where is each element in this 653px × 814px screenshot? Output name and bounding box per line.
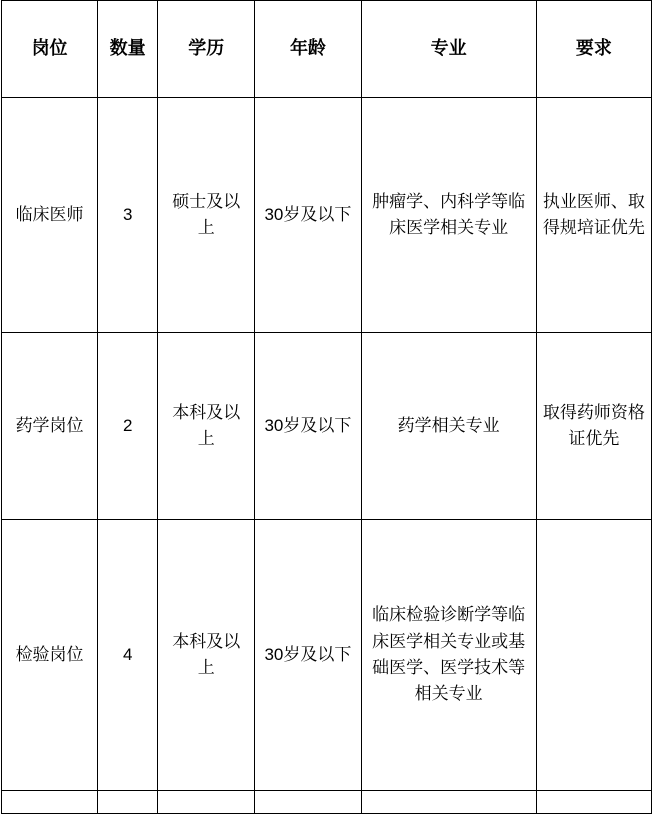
cell-position: 检验岗位 [2, 520, 98, 791]
cell-education: 硕士及以上 [158, 98, 255, 333]
cell-age: 30岁及以下 [255, 520, 361, 791]
table-row [2, 333, 652, 520]
cell-requirement [536, 791, 651, 814]
cell-major [361, 791, 536, 814]
column-header-count: 数量 [98, 1, 158, 98]
table-header [2, 1, 652, 98]
cell-major: 药学相关专业 [361, 333, 536, 520]
cell-position: 临床医师 [2, 98, 98, 333]
table-header-row [2, 1, 652, 98]
table-row [2, 520, 652, 791]
cell-position [2, 791, 98, 814]
table-row [2, 98, 652, 333]
cell-requirement: 取得药师资格证优先 [536, 333, 651, 520]
column-header-education: 学历 [158, 1, 255, 98]
cell-education [158, 791, 255, 814]
cell-age: 30岁及以下 [255, 333, 361, 520]
column-header-requirement: 要求 [536, 1, 651, 98]
cell-count: 2 [98, 333, 158, 520]
table-row [2, 791, 652, 814]
column-header-major: 专业 [361, 1, 536, 98]
cell-requirement: 执业医师、取得规培证优先 [536, 98, 651, 333]
column-header-age: 年龄 [255, 1, 361, 98]
cell-major: 临床检验诊断学等临床医学相关专业或基础医学、医学技术等相关专业 [361, 520, 536, 791]
cell-requirement [536, 520, 651, 791]
cell-education: 本科及以上 [158, 333, 255, 520]
table-body [2, 98, 652, 814]
cell-education: 本科及以上 [158, 520, 255, 791]
recruitment-table [1, 0, 652, 814]
cell-count: 4 [98, 520, 158, 791]
cell-age [255, 791, 361, 814]
cell-count [98, 791, 158, 814]
column-header-position: 岗位 [2, 1, 98, 98]
cell-count: 3 [98, 98, 158, 333]
cell-position: 药学岗位 [2, 333, 98, 520]
cell-age: 30岁及以下 [255, 98, 361, 333]
cell-major: 肿瘤学、内科学等临床医学相关专业 [361, 98, 536, 333]
